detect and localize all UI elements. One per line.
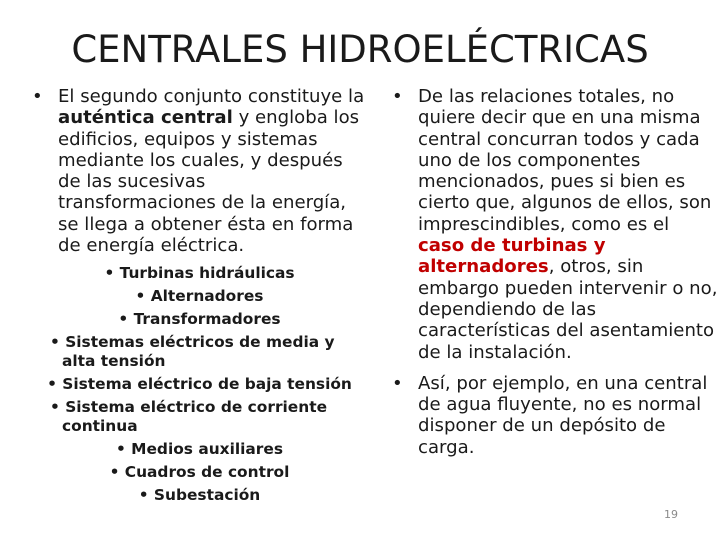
right-text-highlight: caso de turbinas y alternadores xyxy=(418,235,606,278)
left-text-bold: auténtica central xyxy=(58,107,233,129)
list-item: • Cuadros de control xyxy=(109,463,290,482)
bullet-icon: • xyxy=(392,86,403,107)
list-item: • Subestación xyxy=(138,486,261,505)
bullet-icon: • xyxy=(392,372,403,394)
list-item: • Sistema eléctrico de baja tensión xyxy=(47,375,352,394)
left-column xyxy=(32,86,367,509)
list-item: • Sistema eléctrico de corriente continua xyxy=(50,398,328,436)
right-paragraph-1 xyxy=(392,86,718,363)
list-item: • Sistemas eléctricos de media y alta tensión xyxy=(50,333,335,371)
right-text-end: , otros, sin embargo pueden intervenir o no, dependiendo de las características del asentamiento de la instalación. xyxy=(418,256,718,363)
list-item: • Medios auxiliares xyxy=(115,440,283,459)
left-text-end: y engloba los edificios, equipos y sistemas mediante los cuales, y después de las sucesivas transformaciones de la energía, se llega a obtener ésta en forma de energía eléctrica. xyxy=(58,107,360,257)
left-paragraph xyxy=(32,86,367,256)
left-text-start: El segundo conjunto constituye la xyxy=(58,86,365,107)
slide-title: CENTRALES HIDROELÉCTRICAS xyxy=(71,28,649,71)
right-paragraph-2 xyxy=(392,373,718,458)
right-text-start: De las relaciones totales, no quiere decir que en una misma central concurran todos y cada uno de los componentes mencionados, pues si bien es cierto que, algunos de ellos, son imprescindibles, como es el xyxy=(418,86,712,235)
list-item: • Alternadores xyxy=(135,287,264,306)
page-number: 19 xyxy=(664,508,678,521)
right-column xyxy=(392,86,718,458)
bullet-icon: • xyxy=(32,86,43,107)
list-item: • Turbinas hidráulicas xyxy=(104,264,295,283)
list-item: • Transformadores xyxy=(118,310,281,329)
component-list xyxy=(32,264,367,505)
right-text-2: Así, por ejemplo, en una central de agua fluyente, no es normal disponer de un depósito de carga. xyxy=(418,372,708,458)
